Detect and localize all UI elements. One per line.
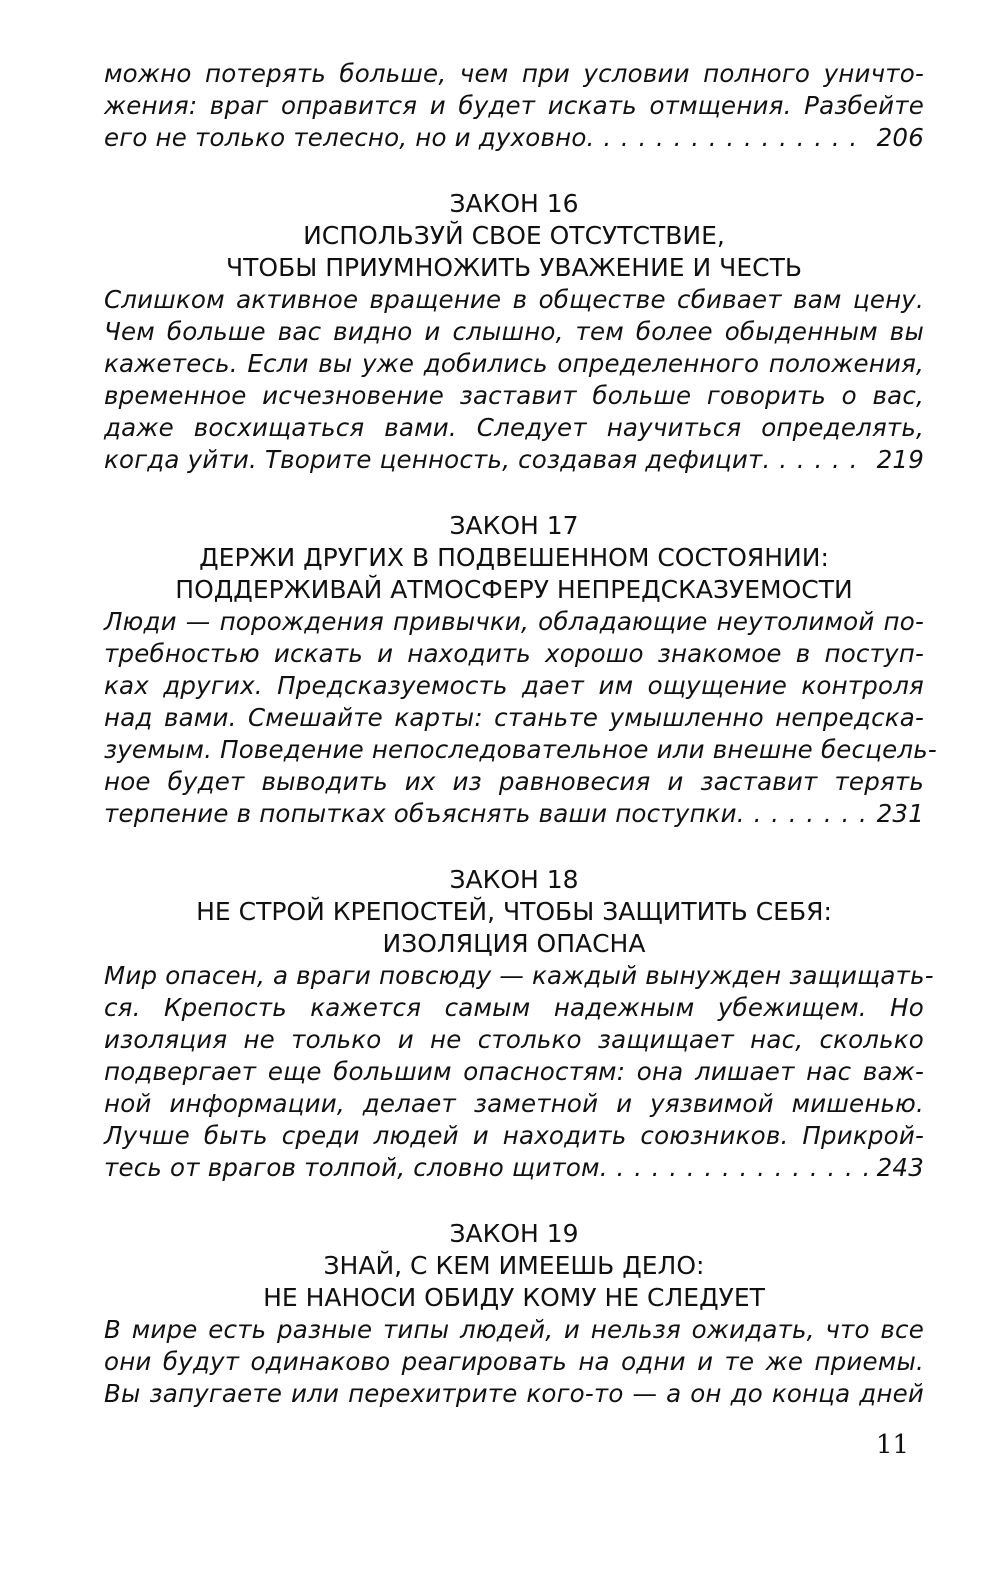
text-line: жения: враг оправится и будет искать отмщения. Разбейте bbox=[104, 91, 924, 120]
text-line-end: тесь от врагов толпой, словно щитом. . . . bbox=[104, 1152, 867, 1184]
law-number: ЗАКОН 18 bbox=[449, 865, 579, 894]
text-line-end: когда уйти. Творите ценность, создавая дефицит. . . . bbox=[104, 444, 867, 476]
text-line: зуемым. Поведение непоследовательное или внешне бесцель- bbox=[104, 735, 937, 764]
text-line-with-page bbox=[104, 444, 924, 476]
text-line: Мир опасен, а враги повсюду — каждый вынужден защищать- bbox=[104, 961, 934, 990]
text-line: Люди — порождения привычки, обладающие неутолимой по- bbox=[104, 607, 924, 636]
text-line: требностью искать и находить хорошо знакомое в поступ- bbox=[104, 639, 924, 668]
law-title-line: ЗНАЙ, С КЕМ ИМЕЕШЬ ДЕЛО: bbox=[323, 1251, 705, 1280]
law-title-line: НЕ НАНОСИ ОБИДУ КОМУ НЕ СЛЕДУЕТ bbox=[263, 1283, 765, 1312]
text-line: Лучше быть среди людей и находить союзников. Прикрой- bbox=[104, 1121, 924, 1150]
text-line-with-page bbox=[104, 1152, 924, 1184]
law-15-description-end bbox=[104, 58, 924, 154]
text-line: изоляция не только и не столько защищает нас, сколько bbox=[104, 1025, 924, 1054]
text-line: ной информации, делает заметной и уязвимой мишенью. bbox=[104, 1089, 924, 1118]
law-description bbox=[104, 606, 937, 830]
text-line: Чем больше вас видно и слышно, тем более обыденным вы bbox=[104, 317, 924, 346]
law-description bbox=[104, 960, 934, 1184]
page-content bbox=[104, 58, 937, 1410]
law-title-line: ДЕРЖИ ДРУГИХ В ПОДВЕШЕННОМ СОСТОЯНИИ: bbox=[199, 543, 829, 572]
text-line: над вами. Смешайте карты: станьте умышленно непредска- bbox=[104, 703, 924, 732]
text-line: ся. Крепость кажется самым надежным убежищем. Но bbox=[104, 993, 924, 1022]
law-title-line: ИЗОЛЯЦИЯ ОПАСНА bbox=[382, 929, 646, 958]
law-description bbox=[104, 1314, 924, 1410]
text-line: даже восхищаться вами. Следует научиться определять, bbox=[104, 413, 924, 442]
law-number: ЗАКОН 16 bbox=[449, 189, 579, 218]
text-line: они будут одинаково реагировать на одни и те же приемы. bbox=[104, 1347, 924, 1376]
law-19-entry bbox=[104, 1218, 924, 1410]
text-line: Слишком активное вращение в обществе сбивает вам цену. bbox=[104, 285, 924, 314]
text-line: временное исчезновение заставит больше говорить о вас, bbox=[104, 381, 924, 410]
page-number: 11 bbox=[876, 1430, 910, 1460]
page-reference: 231 bbox=[876, 799, 924, 828]
text-line: ках других. Предсказуемость дает им ощущение контроля bbox=[104, 671, 924, 700]
law-title-line: ИСПОЛЬЗУЙ СВОЕ ОТСУТСТВИЕ, bbox=[303, 221, 725, 250]
text-line: Вы запугаете или перехитрите кого-то — а он до конца дней bbox=[104, 1379, 924, 1408]
text-line-end: его не только телесно, но и духовно. . . . bbox=[104, 122, 867, 154]
law-title-line: ЧТОБЫ ПРИУМНОЖИТЬ УВАЖЕНИЕ И ЧЕСТЬ bbox=[225, 253, 802, 282]
text-line-with-page bbox=[104, 122, 924, 154]
text-line-with-page bbox=[104, 798, 924, 830]
law-title-line: НЕ СТРОЙ КРЕПОСТЕЙ, ЧТОБЫ ЗАЩИТИТЬ СЕБЯ: bbox=[196, 897, 832, 926]
law-17-entry bbox=[104, 510, 937, 830]
law-title-line: ПОДДЕРЖИВАЙ АТМОСФЕРУ НЕПРЕДСКАЗУЕМОСТИ bbox=[175, 575, 853, 604]
text-line: можно потерять больше, чем при условии полного уничто- bbox=[104, 59, 924, 88]
page-reference: 219 bbox=[876, 445, 924, 474]
law-description bbox=[104, 284, 924, 476]
text-line: подвергает еще большим опасностям: она лишает нас важ- bbox=[104, 1057, 924, 1086]
law-16-entry bbox=[104, 188, 924, 476]
law-number: ЗАКОН 19 bbox=[449, 1219, 579, 1248]
text-line: В мире есть разные типы людей, и нельзя ожидать, что все bbox=[104, 1315, 924, 1344]
law-18-entry bbox=[104, 864, 934, 1184]
text-line-end: терпение в попытках объяснять ваши поступки. . . . bbox=[104, 798, 867, 830]
law-number: ЗАКОН 17 bbox=[449, 511, 579, 540]
page-reference: 206 bbox=[876, 123, 924, 152]
page-reference: 243 bbox=[876, 1153, 924, 1182]
text-line: кажетесь. Если вы уже добились определенного положения, bbox=[104, 349, 924, 378]
text-line: ное будет выводить их из равновесия и заставит терять bbox=[104, 767, 924, 796]
